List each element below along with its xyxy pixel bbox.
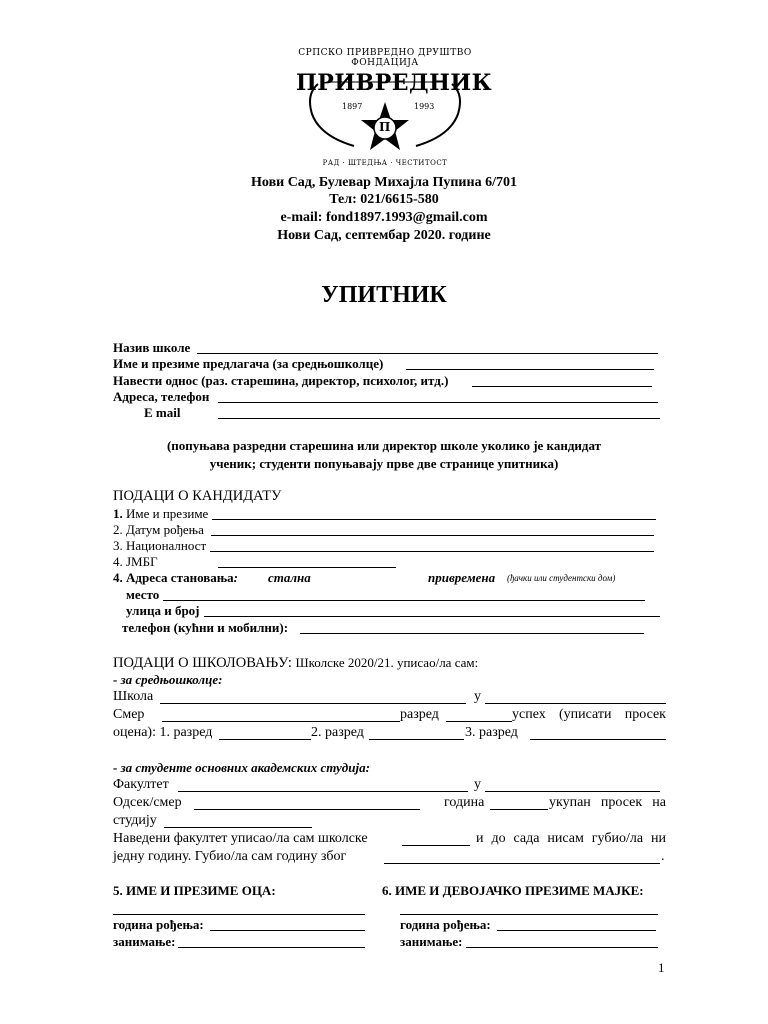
address-phone-field[interactable] — [218, 402, 658, 403]
email-label: E mail — [144, 405, 181, 420]
faculty-city-field[interactable] — [485, 791, 660, 792]
proposer-label: Име и презиме предлагача (за средњошколце) — [113, 356, 384, 371]
school-field[interactable] — [160, 703, 466, 704]
father-name-field[interactable] — [113, 914, 365, 915]
proposer-field[interactable] — [406, 369, 654, 370]
candidate-name-label: Име и презиме — [126, 506, 209, 521]
dept-field[interactable] — [194, 809, 420, 810]
education-heading: ПОДАЦИ О ШКОЛОВАЊУ: — [113, 655, 292, 671]
year-label: година — [444, 795, 485, 810]
candidate-name-field[interactable] — [212, 519, 656, 520]
logo-year-right: 1993 — [414, 102, 435, 111]
faculty-label: Факултет — [113, 777, 169, 792]
school-city-field[interactable] — [485, 703, 666, 704]
fund-logo — [296, 44, 493, 172]
street-field[interactable] — [204, 616, 660, 617]
mother-job-field[interactable] — [466, 947, 658, 948]
enrolled-label: Наведени факултет уписао/ла сам школске — [113, 831, 368, 846]
course-grade-label: разред — [400, 707, 439, 722]
course-field[interactable] — [162, 721, 400, 722]
logo-year-left: 1897 — [342, 102, 363, 111]
grade2-label: 2. разред — [311, 725, 364, 740]
note-line2: ученик; студенти попуњавају прве две странице упитника) — [209, 456, 559, 471]
mother-heading: 6. ИМЕ И ДЕВОЈАЧКО ПРЕЗИМЕ МАЈКЕ: — [382, 883, 644, 898]
header-phone: Тел: 021/6615-580 — [329, 192, 439, 207]
logo-brand: ПРИВРЕДНИК — [296, 70, 493, 96]
grade3-label: 3. разред — [465, 725, 518, 740]
note-line1: (попуњава разредни старешина или директор школе уколико је кандидат — [166, 438, 602, 453]
candidate-number: 1. — [113, 506, 123, 521]
secondary-label: - за средњошколце: — [113, 672, 223, 687]
candidate-heading: ПОДАЦИ О КАНДИДАТУ — [113, 488, 282, 504]
students-label: - за студенте основних академских студија: — [113, 760, 370, 775]
mother-name-field[interactable] — [400, 914, 658, 915]
faculty-in-label: у — [474, 777, 481, 792]
candidate-nationality-field[interactable] — [210, 551, 654, 552]
year-field[interactable] — [490, 809, 548, 810]
lost-year-period: . — [661, 849, 665, 864]
success-label: успех (уписати просек — [512, 707, 666, 722]
lost-year-label: једну годину. Губио/ла сам годину због — [113, 849, 347, 864]
school-name-field[interactable] — [197, 353, 658, 354]
not-lost-label: и до сада нисам губио/ла ни — [476, 831, 666, 846]
place-label: место — [126, 587, 160, 602]
mother-dob-field[interactable] — [497, 930, 656, 931]
residence-permanent: стална — [268, 570, 311, 585]
logo-motto: РАД · ШТЕДЊА · ЧЕСТИТОСТ — [322, 159, 448, 167]
studies-field[interactable] — [164, 827, 312, 828]
street-label: улица и број — [126, 603, 200, 618]
grade1-field[interactable] — [219, 739, 311, 740]
phones-label: телефон (кућни и мобилни): — [122, 620, 289, 635]
header-email: e-mail: fond1897.1993@gmail.com — [280, 210, 488, 225]
page-number: 1 — [658, 960, 665, 975]
father-dob-field[interactable] — [210, 930, 365, 931]
residence-temporary: привремена — [428, 570, 496, 585]
father-job-label: занимање: — [113, 934, 176, 949]
studies-label: студију — [113, 813, 157, 828]
father-job-field[interactable] — [178, 947, 365, 948]
place-field[interactable] — [163, 600, 645, 601]
school-name-label: Назив школе — [113, 340, 191, 355]
school-label: Школа — [113, 689, 154, 704]
email-field[interactable] — [218, 418, 660, 419]
course-grade-field[interactable] — [446, 721, 512, 722]
lost-year-field[interactable] — [384, 863, 660, 864]
residence-temporary-note: (ђачки или студентски дом) — [507, 573, 616, 583]
mother-job-label: занимање: — [400, 934, 463, 949]
candidate-jmbg-field[interactable] — [218, 567, 396, 568]
header-date: Нови Сад, септембар 2020. године — [277, 228, 491, 243]
page-title: УПИТНИК — [321, 282, 447, 308]
candidate-nationality-label: 3. Националност — [113, 538, 207, 553]
phones-field[interactable] — [300, 633, 644, 634]
candidate-dob-label: 2. Датум рођења — [113, 522, 204, 537]
faculty-field[interactable] — [178, 791, 468, 792]
enrolled-year-field[interactable] — [402, 845, 470, 846]
school-in-label: у — [474, 689, 481, 704]
total-avg-label: укупан просек на — [549, 795, 666, 810]
address-phone-label: Адреса, телефон — [113, 389, 210, 404]
candidate-jmbg-label: 4. ЈМБГ — [113, 554, 158, 569]
father-heading: 5. ИМЕ И ПРЕЗИМЕ ОЦА: — [113, 883, 276, 898]
header-address: Нови Сад, Булевар Михајла Пупина 6/701 — [251, 175, 517, 190]
relation-field[interactable] — [472, 386, 652, 387]
logo-emblem-letter: П — [379, 120, 391, 134]
relation-label: Навести однос (раз. старешина, директор, психолог, итд.) — [113, 373, 449, 388]
mother-dob-label: година рођења: — [400, 917, 491, 932]
residence-label: 4. Адреса становања — [113, 570, 234, 585]
education-heading-rest: Школске 2020/21. уписао/ла сам: — [295, 655, 479, 670]
candidate-dob-field[interactable] — [211, 535, 654, 536]
residence-colon: : — [233, 570, 239, 585]
course-label: Смер — [113, 707, 145, 722]
logo-line2: ФОНДАЦИЈА — [351, 58, 419, 68]
grade3-field[interactable] — [530, 739, 666, 740]
grade2-field[interactable] — [369, 739, 464, 740]
logo-line1: СРПСКО ПРИВРЕДНО ДРУШТВО — [298, 48, 472, 58]
father-dob-label: година рођења: — [113, 917, 204, 932]
dept-label: Одсек/смер — [113, 795, 182, 810]
grades-prefix-label: оцена): 1. разред — [113, 725, 213, 740]
